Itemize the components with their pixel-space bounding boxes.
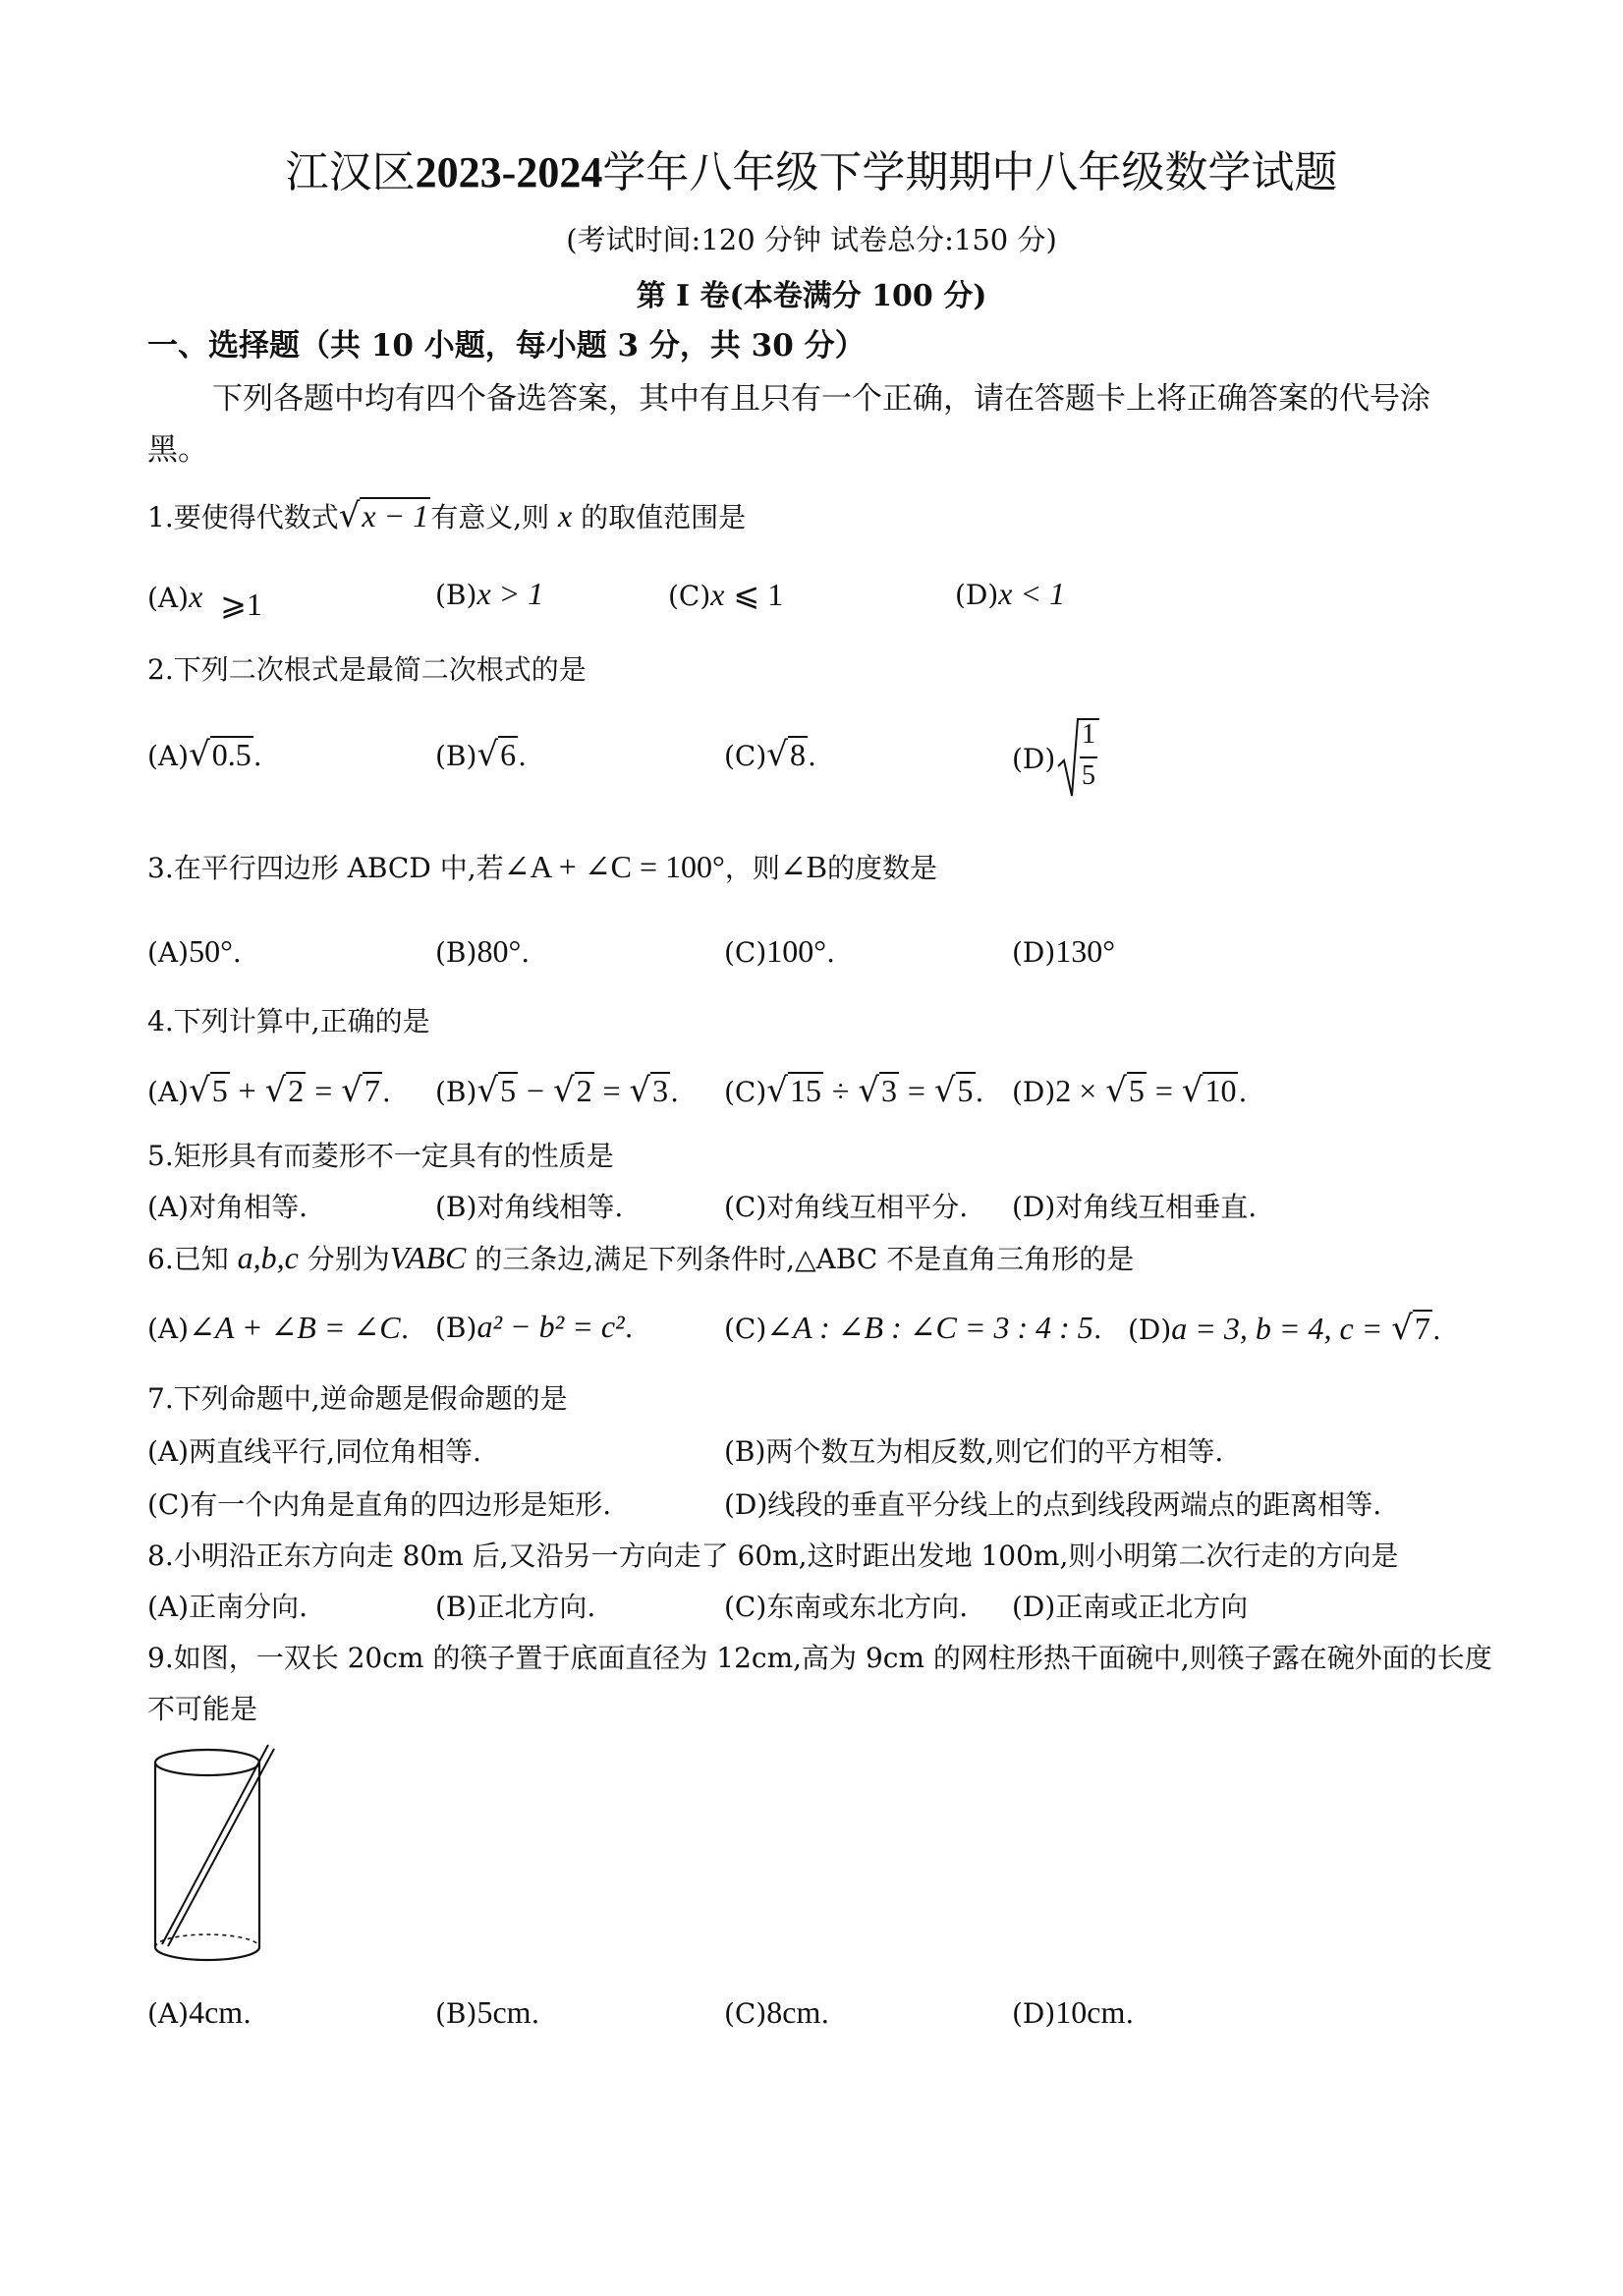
- question-5-stem: 5.矩形具有而菱形不一定具有的性质是: [147, 1140, 614, 1172]
- question-3-stem: 3.在平行四边形 ABCD 中,若∠A + ∠C = 100°，则∠B的度数是: [147, 849, 937, 884]
- q3-option-c[interactable]: (C)100°.: [724, 933, 835, 969]
- question-9-stem-line1: 9.如图，一双长 20cm 的筷子置于底面直径为 12cm,高为 9cm 的网柱形热干面碗中,则筷子露在碗外面的长度: [147, 1642, 1492, 1674]
- q5-option-c[interactable]: (C)对角线互相平分.: [724, 1191, 969, 1223]
- q9-option-d[interactable]: (D)10cm.: [1012, 1994, 1135, 2030]
- question-2-stem: 2.下列二次根式是最简二次根式的是: [147, 653, 587, 686]
- fraction-numerator: 1: [1082, 719, 1095, 750]
- question-9-stem-line2: 不可能是: [147, 1693, 258, 1725]
- q5-option-b[interactable]: (B)对角线相等.: [435, 1191, 624, 1223]
- q3-option-a[interactable]: (A)50°.: [147, 933, 242, 969]
- q2-option-d-fraction: [1056, 715, 1099, 800]
- volume-heading: 第 I 卷(本卷满分 100 分): [636, 279, 987, 313]
- q3-option-d[interactable]: (D)130°: [1012, 933, 1116, 969]
- q4-option-d[interactable]: (D)2 × √5 = √10.: [1012, 1071, 1248, 1110]
- q2-option-a[interactable]: (A)√0.5.: [147, 735, 262, 774]
- question-4-stem: 4.下列计算中,正确的是: [147, 1005, 430, 1037]
- q3-option-b[interactable]: (B)80°.: [435, 933, 531, 969]
- q2-option-d[interactable]: (D): [1012, 743, 1056, 775]
- q9-option-b[interactable]: (B)5cm.: [435, 1994, 540, 2030]
- q1-option-c[interactable]: (C)x ⩽ 1: [668, 577, 784, 612]
- question-8-stem: 8.小明沿正东方向走 80m 后,又沿另一方向走了 60m,这时距出发地 100m,则小明第二次行走的方向是: [147, 1540, 1399, 1572]
- q6-option-c[interactable]: (C)∠A : ∠B : ∠C = 3 : 4 : 5.: [724, 1310, 1102, 1345]
- question-7-stem: 7.下列命题中,逆命题是假命题的是: [147, 1382, 568, 1415]
- q2-option-b[interactable]: (B)√6.: [435, 735, 528, 774]
- q8-option-b[interactable]: (B)正北方向.: [435, 1591, 596, 1623]
- q1-option-d[interactable]: (D)x < 1: [955, 576, 1066, 611]
- q2-option-c[interactable]: (C)√8.: [724, 735, 816, 774]
- q7-option-d[interactable]: (D)线段的垂直平分线上的点到线段两端点的距离相等.: [724, 1488, 1382, 1521]
- q8-option-c[interactable]: (C)东南或东北方向.: [724, 1591, 969, 1623]
- fraction-denominator: 5: [1082, 760, 1095, 791]
- q4-option-b[interactable]: (B)√5 − √2 = √3.: [435, 1071, 680, 1110]
- q6-option-d[interactable]: (D)a = 3, b = 4, c = √7.: [1128, 1309, 1441, 1348]
- fraction-bar: [1080, 756, 1097, 758]
- q7-option-c[interactable]: (C)有一个内角是直角的四边形是矩形.: [147, 1488, 612, 1521]
- q1-option-a[interactable]: (A)x ⩾1: [147, 579, 262, 622]
- q4-option-c[interactable]: (C)√15 ÷ √3 = √5.: [724, 1071, 984, 1110]
- page-title: 江汉区2023-2024学年八年级下学期期中八年级数学试题: [285, 147, 1338, 197]
- q1-option-b[interactable]: (B)x > 1: [435, 576, 544, 611]
- q4-option-a[interactable]: (A)√5 + √2 = √7.: [147, 1071, 391, 1110]
- exam-info: (考试时间:120 分钟 试卷总分:150 分): [566, 223, 1057, 256]
- q6-option-b[interactable]: (B)a² − b² = c².: [435, 1309, 634, 1344]
- q7-option-a[interactable]: (A)两直线平行,同位角相等.: [147, 1435, 481, 1468]
- q5-option-d[interactable]: (D)对角线互相垂直.: [1012, 1191, 1258, 1223]
- q6-option-a[interactable]: (A)∠A + ∠B = ∠C.: [147, 1310, 410, 1345]
- q9-option-c[interactable]: (C)8cm.: [724, 1994, 830, 2030]
- q8-option-d[interactable]: (D)正南或正北方向: [1012, 1591, 1249, 1623]
- q9-option-a[interactable]: (A)4cm.: [147, 1994, 252, 2030]
- q5-option-a[interactable]: (A)对角相等.: [147, 1191, 308, 1223]
- bowl-chopsticks-figure: [152, 1741, 280, 1977]
- instructions: 下列各题中均有四个备选答案，其中有且只有一个正确，请在答题卡上将正确答案的代号涂黑。: [147, 381, 1430, 468]
- section-heading: 一、选择题（共 10 小题，每小题 3 分，共 30 分）: [147, 328, 866, 364]
- question-6-stem: 6.已知 a,b,c 分别为VABC 的三条边,满足下列条件时,△ABC 不是直角三角形的是: [147, 1240, 1135, 1275]
- q7-option-b[interactable]: (B)两个数互为相反数,则它们的平方相等.: [724, 1435, 1224, 1468]
- question-1-stem: 1.要使得代数式√x − 1有意义,则 x 的取值范围是: [147, 496, 747, 535]
- q8-option-a[interactable]: (A)正南分向.: [147, 1591, 308, 1623]
